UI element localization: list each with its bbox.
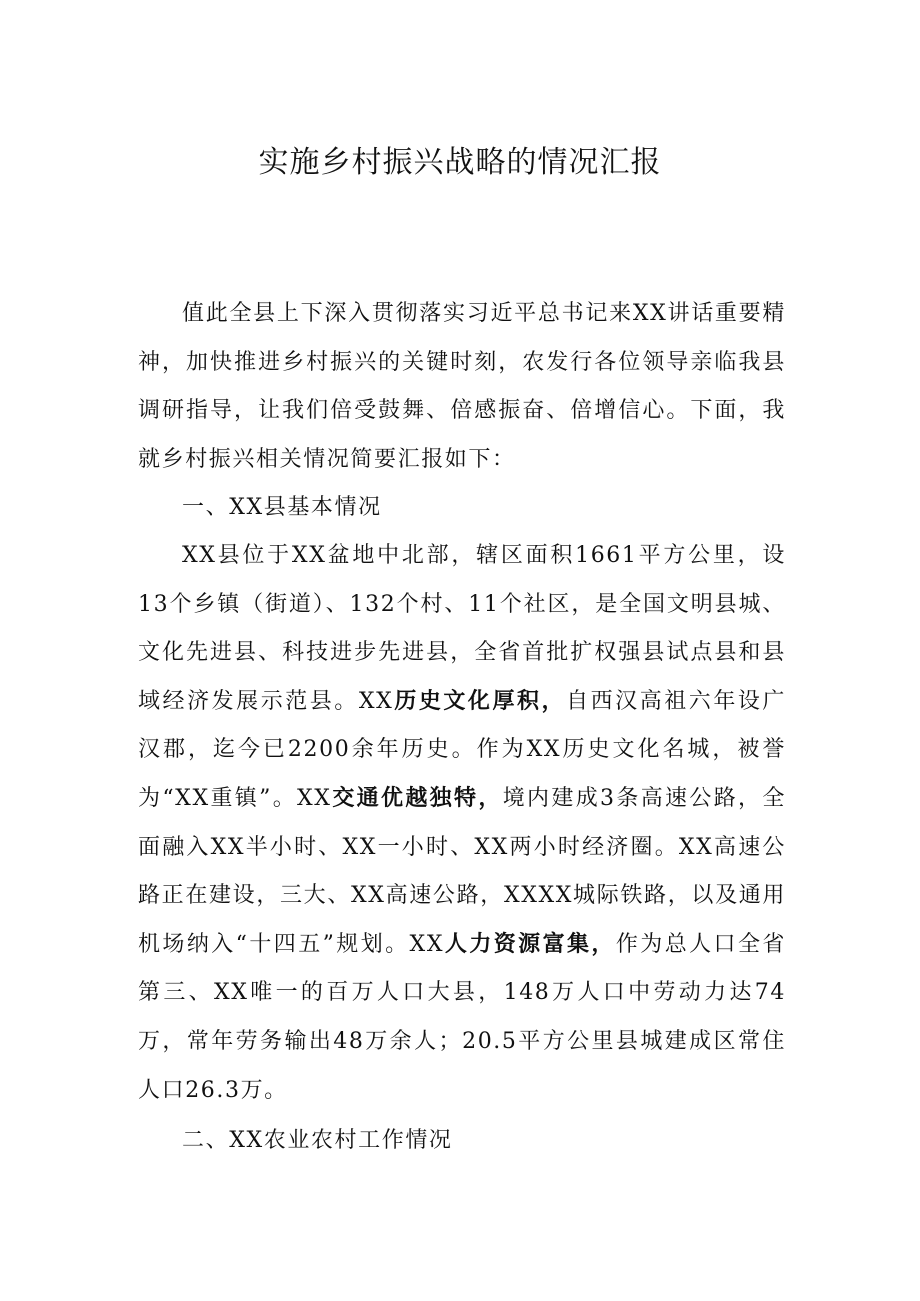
section-1-text-d: 作为总人口全省第三、XX唯一的百万人口大县，148万人口中劳动力达74万，常年劳务输出48万余人；20.5平方公里县城建成区常住人口26.3万。 (138, 931, 786, 1103)
section-1-text-c: 境内建成3条高速公路，全面融入XX半小时、XX一小时、XX两小时经济圈。XX高速公路正在建设，三大、XX高速公路，XXXX城际铁路，以及通用机场纳入“十四五”规划。XX (138, 785, 786, 957)
highlight-history-culture: 历史文化厚积， (393, 688, 567, 714)
intro-paragraph: 值此全县上下深入贯彻落实习近平总书记来XX讲话重要精神，加快推进乡村振兴的关键时刻，农发行各位领导亲临我县调研指导，让我们倍受鼓舞、倍感振奋、倍增信心。下面，我就乡村振兴相关情况简要汇报如下： (138, 301, 786, 472)
section-1-text-a: XX县位于XX盆地中北部，辖区面积1661平方公里，设13个乡镇（街道）、132个村、11个社区，是全国文明县城、文化先进县、科技进步先进县，全省首批扩权强县试点县和县域经济发展示范县。XX (138, 543, 786, 714)
section-2-heading: 二、XX农业农村工作情况 (182, 1128, 453, 1153)
document-title: 实施乡村振兴战略的情况汇报 (258, 145, 662, 180)
highlight-transportation: 交通优越独特， (331, 785, 503, 811)
highlight-human-resources: 人力资源富集， (444, 931, 616, 957)
section-1-heading: 一、XX县基本情况 (182, 495, 382, 520)
section-1-paragraph (138, 532, 786, 1115)
section-1-text-b: 自西汉高祖六年设广汉郡，迄今已2200余年历史。作为XX历史文化名城，被誉为“XX重镇”。XX (138, 688, 786, 811)
